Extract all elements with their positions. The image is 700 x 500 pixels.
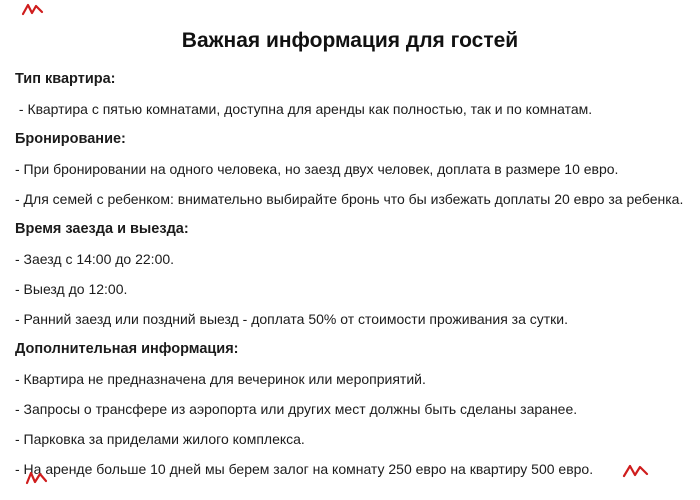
info-line-rooms: - Квартира с пятью комнатами, доступна для аренды как полностью, так и по комнатам. [15, 101, 593, 117]
section-booking [15, 130, 685, 208]
section-heading-additional-info: Дополнительная информация: [15, 341, 239, 357]
section-heading-checkin-checkout: Время заезда и выезда: [15, 221, 189, 237]
page-title: Важная информация для гостей [181, 29, 519, 52]
info-line-checkout-time: - Выезд до 12:00. [15, 281, 128, 297]
info-line-transfer-requests: - Запросы о трансфере из аэропорта или других мест должны быть сделаны заранее. [15, 401, 578, 417]
info-line-early-late-surcharge: - Ранний заезд или поздний выезд - доплата 50% от стоимости проживания за сутки. [15, 311, 569, 327]
info-line-checkin-time: - Заезд с 14:00 до 22:00. [15, 251, 175, 267]
section-heading-booking: Бронирование: [15, 131, 126, 147]
info-line-no-parties: - Квартира не предназначена для вечеринок или мероприятий. [15, 371, 426, 387]
info-line-parking: - Парковка за приделами жилого комплекса. [15, 431, 305, 447]
document-body [0, 54, 700, 478]
section-checkin-checkout [15, 220, 685, 328]
section-additional-info [15, 340, 685, 478]
section-heading-apartment-type: Тип квартира: [15, 71, 116, 87]
section-apartment-type [15, 70, 685, 118]
info-line-single-booking-surcharge: - При бронировании на одного человека, но заезд двух человек, доплата в размере 10 евро. [15, 161, 619, 177]
info-line-deposit: - На аренде больше 10 дней мы берем залог на комнату 250 евро на квартиру 500 евро. [15, 461, 594, 477]
info-line-child-surcharge: - Для семей с ребенком: внимательно выбирайте бронь что бы избежать доплаты 20 евро за ребенка. [15, 191, 684, 207]
